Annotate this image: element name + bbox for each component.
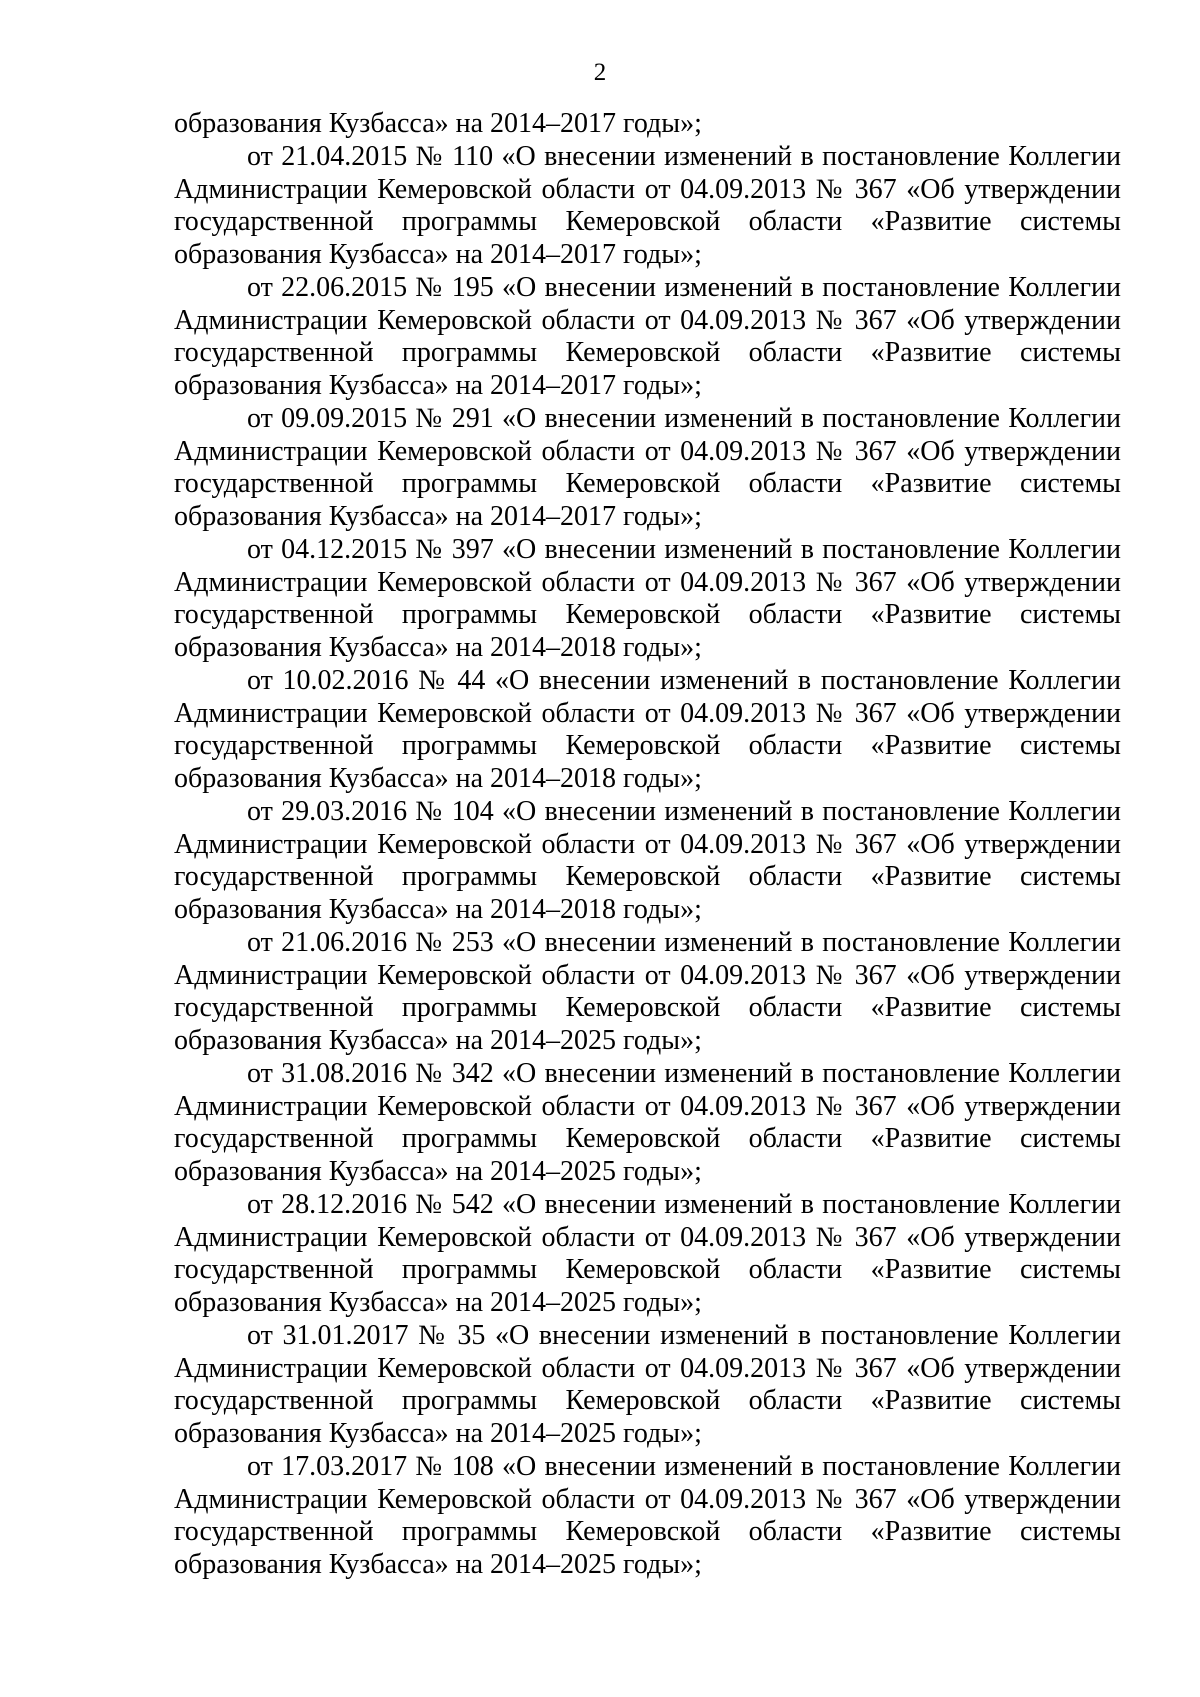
amendment-paragraph: от 31.08.2016 № 342 «О внесении изменений в постановление Коллегии Администрации Кемеровской области от 04.09.2013 № 367 «Об утверждении государственной программы Кемеровской области «Развитие системы образования Кузбасса» на 2014–2025 годы»; <box>174 1057 1121 1187</box>
amendment-paragraph: от 04.12.2015 № 397 «О внесении изменений в постановление Коллегии Администрации Кемеровской области от 04.09.2013 № 367 «Об утверждении государственной программы Кемеровской области «Развитие системы образования Кузбасса» на 2014–2018 годы»; <box>174 533 1121 663</box>
amendment-paragraph: от 10.02.2016 № 44 «О внесении изменений в постановление Коллегии Администрации Кемеровской области от 04.09.2013 № 367 «Об утверждении государственной программы Кемеровской области «Развитие системы образования Кузбасса» на 2014–2018 годы»; <box>174 664 1121 794</box>
amendment-paragraph: от 17.03.2017 № 108 «О внесении изменений в постановление Коллегии Администрации Кемеровской области от 04.09.2013 № 367 «Об утверждении государственной программы Кемеровской области «Развитие системы образования Кузбасса» на 2014–2025 годы»; <box>174 1450 1121 1580</box>
amendment-paragraph: от 28.12.2016 № 542 «О внесении изменений в постановление Коллегии Администрации Кемеровской области от 04.09.2013 № 367 «Об утверждении государственной программы Кемеровской области «Развитие системы образования Кузбасса» на 2014–2025 годы»; <box>174 1188 1121 1318</box>
amendment-paragraph: от 31.01.2017 № 35 «О внесении изменений в постановление Коллегии Администрации Кемеровской области от 04.09.2013 № 367 «Об утверждении государственной программы Кемеровской области «Развитие системы образования Кузбасса» на 2014–2025 годы»; <box>174 1319 1121 1449</box>
amendment-paragraph: от 09.09.2015 № 291 «О внесении изменений в постановление Коллегии Администрации Кемеровской области от 04.09.2013 № 367 «Об утверждении государственной программы Кемеровской области «Развитие системы образования Кузбасса» на 2014–2017 годы»; <box>174 402 1121 532</box>
document-body <box>174 108 1121 1582</box>
amendment-paragraph: от 29.03.2016 № 104 «О внесении изменений в постановление Коллегии Администрации Кемеровской области от 04.09.2013 № 367 «Об утверждении государственной программы Кемеровской области «Развитие системы образования Кузбасса» на 2014–2018 годы»; <box>174 795 1121 925</box>
amendment-paragraph: от 21.06.2016 № 253 «О внесении изменений в постановление Коллегии Администрации Кемеровской области от 04.09.2013 № 367 «Об утверждении государственной программы Кемеровской области «Развитие системы образования Кузбасса» на 2014–2025 годы»; <box>174 926 1121 1056</box>
amendment-paragraph: от 22.06.2015 № 195 «О внесении изменений в постановление Коллегии Администрации Кемеровской области от 04.09.2013 № 367 «Об утверждении государственной программы Кемеровской области «Развитие системы образования Кузбасса» на 2014–2017 годы»; <box>174 271 1121 401</box>
amendment-paragraph: от 21.04.2015 № 110 «О внесении изменений в постановление Коллегии Администрации Кемеровской области от 04.09.2013 № 367 «Об утверждении государственной программы Кемеровской области «Развитие системы образования Кузбасса» на 2014–2017 годы»; <box>174 140 1121 270</box>
continuation-paragraph: образования Кузбасса» на 2014–2017 годы»; <box>174 108 702 139</box>
page-number: 2 <box>593 59 607 86</box>
